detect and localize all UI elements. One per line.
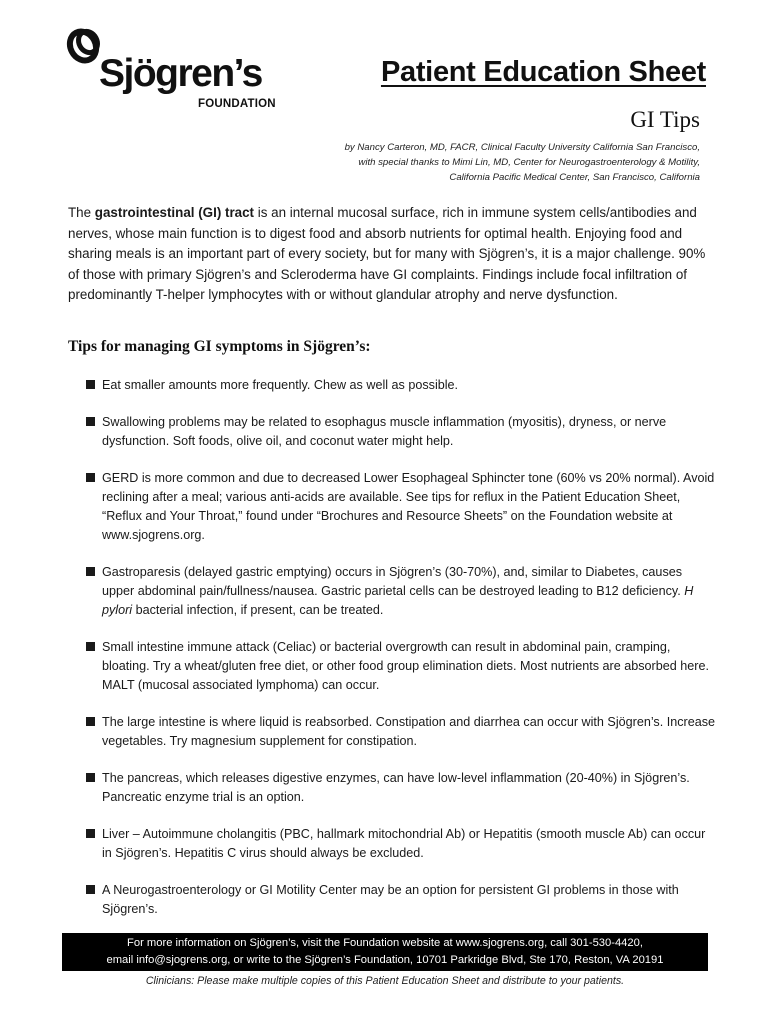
tip-text-tail: bacterial infection, if present, can be treated.: [132, 603, 384, 617]
byline-line: with special thanks to Mimi Lin, MD, Center for Neurogastroenterology & Motility,: [358, 157, 700, 168]
tip-text: Gastroparesis (delayed gastric emptying) occurs in Sjögren’s (30-70%), and, similar to Diabetes, causes upper abdominal pain/fullness/nausea. Gastric parietal cells can be destroyed leading to B12 deficiency.: [102, 565, 683, 598]
tip-text: Small intestine immune attack (Celiac) or bacterial overgrowth can result in abdominal pain, cramping, bloating. Try a wheat/gluten free diet, or other food group elimination diets. Most nutrients are absorbed here. MALT (mucosal associated lymphoma) can occur.: [102, 640, 709, 692]
square-bullet-icon: [86, 642, 95, 651]
byline-line: California Pacific Medical Center, San Francisco, California: [449, 172, 700, 183]
tip-italic-term: H pylori: [102, 584, 694, 617]
tip-item: [86, 825, 716, 863]
tip-item: [86, 638, 716, 695]
sjogrens-foundation-logo: [66, 22, 276, 110]
tip-item: [86, 881, 716, 919]
intro-bold-term: gastrointestinal (GI) tract: [94, 205, 255, 220]
square-bullet-icon: [86, 417, 95, 426]
logo-subname: FOUNDATION: [198, 98, 276, 110]
tip-item: [86, 713, 716, 751]
square-bullet-icon: [86, 773, 95, 782]
tips-heading: Tips for managing GI symptoms in Sjögren’s:: [68, 338, 371, 355]
byline: [230, 140, 700, 185]
tip-text: A Neurogastroenterology or GI Motility Center may be an option for persistent GI problems in those with Sjögren’s.: [102, 883, 679, 916]
footer-contact-bar: [62, 933, 708, 971]
square-bullet-icon: [86, 473, 95, 482]
tip-text: Eat smaller amounts more frequently. Chew as well as possible.: [102, 378, 459, 392]
tip-text: Swallowing problems may be related to esophagus muscle inflammation (myositis), dryness, or nerve dysfunction. Soft foods, olive oil, and coconut water might help.: [102, 415, 667, 448]
tip-item: [86, 469, 716, 545]
tip-text: Liver – Autoimmune cholangitis (PBC, hallmark mitochondrial Ab) or Hepatitis (smooth muscle Ab) can occur in Sjögren’s. Hepatitis C virus should always be excluded.: [102, 827, 706, 860]
square-bullet-icon: [86, 380, 95, 389]
tip-item: [86, 769, 716, 807]
square-bullet-icon: [86, 885, 95, 894]
logo-wordmark: Sjögren’s: [99, 52, 262, 95]
page-subtitle: GI Tips: [630, 107, 700, 132]
square-bullet-icon: [86, 829, 95, 838]
tip-text: The pancreas, which releases digestive enzymes, can have low-level inflammation (20-40%) in Sjögren’s. Pancreatic enzyme trial is an option.: [102, 771, 690, 804]
square-bullet-icon: [86, 717, 95, 726]
tip-item: [86, 563, 716, 620]
intro-paragraph: [68, 203, 718, 306]
tip-item: [86, 376, 716, 395]
tip-text: GERD is more common and due to decreased Lower Esophageal Sphincter tone (60% vs 20% normal). Avoid reclining after a meal; various anti-acids are available. See tips for reflux in the Patient Education Sheet, “Reflux and Your Throat,” found under “Brochures and Resource Sheets” on the Foundation website at www.sjogrens.org.: [102, 471, 715, 542]
byline-line: by Nancy Carteron, MD, FACR, Clinical Faculty University California San Francisco,: [344, 142, 700, 153]
square-bullet-icon: [86, 567, 95, 576]
intro-rest: is an internal mucosal surface, rich in immune system cells/antibodies and nerves, whose main function is to digest food and absorb nutrients for optimal health. Enjoying food and sharing meals is an important part of every society, but for many with Sjögren’s, it is a major challenge. 90% of those with primary Sjögren’s and Scleroderma have GI complaints. Findings include focal infiltration of predominantly T-helper lymphocytes with or without glandular atrophy and nerve dysfunction.: [68, 205, 706, 302]
tip-item: [86, 413, 716, 451]
page-title: Patient Education Sheet: [380, 56, 706, 88]
tip-text: The large intestine is where liquid is reabsorbed. Constipation and diarrhea can occur with Sjögren’s. Increase vegetables. Try magnesium supplement for constipation.: [102, 715, 716, 748]
footer-note: Clinicians: Please make multiple copies of this Patient Education Sheet and distribute to your patients.: [145, 975, 625, 987]
footer-line: email info@sjogrens.org, or write to the Sjögren’s Foundation, 10701 Parkridge Blvd, Ste 170, Reston, VA 20191: [106, 954, 664, 966]
intro-lead: The: [68, 205, 95, 220]
footer-line: For more information on Sjögren’s, visit the Foundation website at www.sjogrens.org, call 301-530-4420,: [127, 937, 643, 949]
